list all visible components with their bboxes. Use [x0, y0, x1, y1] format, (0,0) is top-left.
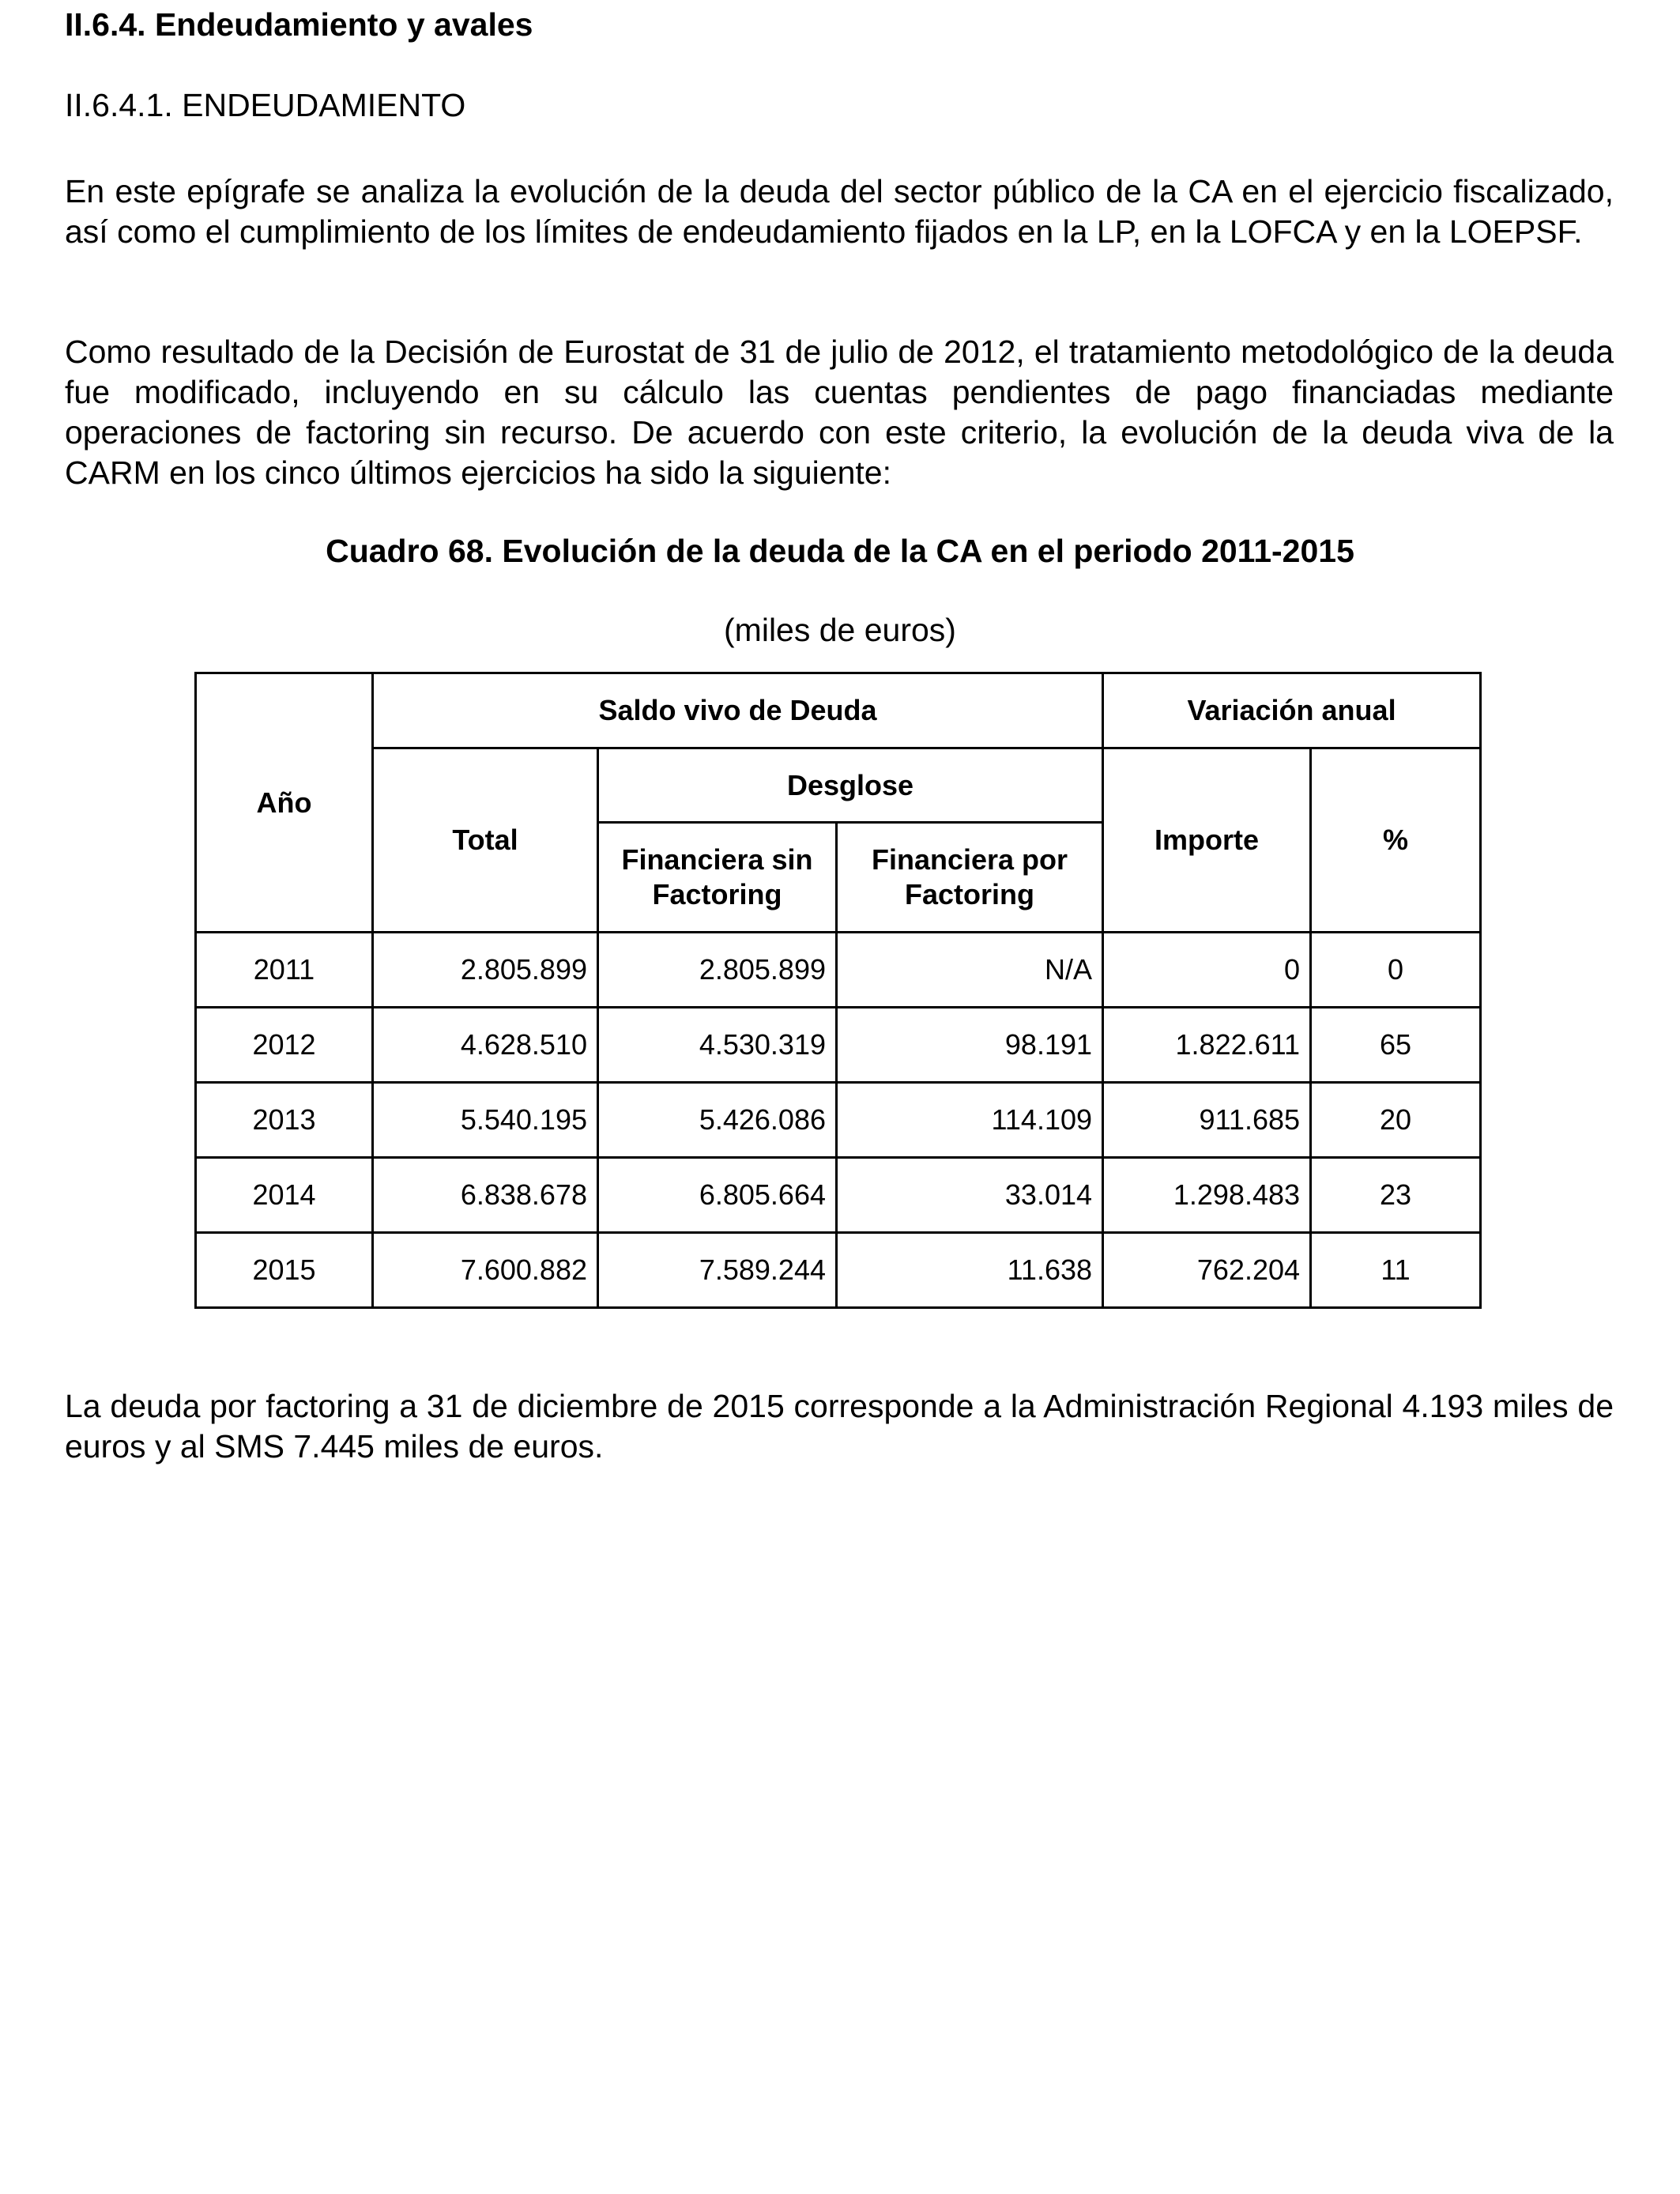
cell-financiera-por-factoring: N/A — [837, 933, 1103, 1008]
cell-importe: 762.204 — [1103, 1233, 1311, 1308]
table-row — [196, 933, 1481, 1008]
cell-percent: 20 — [1311, 1083, 1481, 1158]
debt-evolution-table — [194, 672, 1482, 1309]
cell-financiera-sin-factoring: 4.530.319 — [598, 1008, 837, 1083]
cell-financiera-sin-factoring: 6.805.664 — [598, 1158, 837, 1233]
table-header-row — [196, 673, 1481, 748]
cell-financiera-por-factoring: 98.191 — [837, 1008, 1103, 1083]
cell-year: 2015 — [196, 1233, 373, 1308]
table-row — [196, 1083, 1481, 1158]
cell-financiera-por-factoring: 11.638 — [837, 1233, 1103, 1308]
cell-year: 2012 — [196, 1008, 373, 1083]
header-financiera-por-factoring: Financiera por Factoring — [837, 823, 1103, 933]
header-year: Año — [196, 673, 373, 933]
cell-importe: 1.822.611 — [1103, 1008, 1311, 1083]
cell-year: 2011 — [196, 933, 373, 1008]
table-header-row — [196, 748, 1481, 823]
cell-total: 6.838.678 — [373, 1158, 598, 1233]
cell-year: 2014 — [196, 1158, 373, 1233]
cell-year: 2013 — [196, 1083, 373, 1158]
cell-total: 7.600.882 — [373, 1233, 598, 1308]
cell-financiera-sin-factoring: 5.426.086 — [598, 1083, 837, 1158]
table-units: (miles de euros) — [724, 612, 956, 648]
header-percent: % — [1311, 748, 1481, 933]
table-row — [196, 1158, 1481, 1233]
cell-total: 4.628.510 — [373, 1008, 598, 1083]
cell-percent: 0 — [1311, 933, 1481, 1008]
header-financiera-sin-factoring: Financiera sin Factoring — [598, 823, 837, 933]
cell-percent: 23 — [1311, 1158, 1481, 1233]
header-variacion-anual: Variación anual — [1103, 673, 1481, 748]
header-importe: Importe — [1103, 748, 1311, 933]
section-heading: II.6.4. Endeudamiento y avales — [65, 6, 533, 43]
header-desglose: Desglose — [598, 748, 1103, 823]
cell-importe: 1.298.483 — [1103, 1158, 1311, 1233]
header-saldo-vivo: Saldo vivo de Deuda — [373, 673, 1103, 748]
table-title: Cuadro 68. Evolución de la deuda de la CA en el periodo 2011-2015 — [326, 533, 1354, 569]
cell-financiera-por-factoring: 33.014 — [837, 1158, 1103, 1233]
table-row — [196, 1008, 1481, 1083]
header-total: Total — [373, 748, 598, 933]
eurostat-paragraph: Como resultado de la Decisión de Eurostat de 31 de julio de 2012, el tratamiento metodológico de la deuda fue modificado, incluyendo en su cálculo las cuentas pendientes de pago financiadas mediante operaciones de factoring sin recurso. De acuerdo con este criterio, la evolución de la deuda viva de la CARM en los cinco últimos ejercicios ha sido la siguiente: — [65, 334, 1614, 491]
cell-financiera-sin-factoring: 7.589.244 — [598, 1233, 837, 1308]
cell-importe: 911.685 — [1103, 1083, 1311, 1158]
cell-percent: 11 — [1311, 1233, 1481, 1308]
subsection-heading: II.6.4.1. ENDEUDAMIENTO — [65, 87, 466, 123]
cell-percent: 65 — [1311, 1008, 1481, 1083]
intro-paragraph: En este epígrafe se analiza la evolución de la deuda del sector público de la CA en el ejercicio fiscalizado, así como el cumplimiento de los límites de endeudamiento fijados en la LP, en la LOFCA y en la LOEPSF. — [65, 173, 1614, 250]
cell-total: 5.540.195 — [373, 1083, 598, 1158]
closing-paragraph: La deuda por factoring a 31 de diciembre de 2015 corresponde a la Administración Regional 4.193 miles de euros y al SMS 7.445 miles de euros. — [65, 1388, 1614, 1465]
cell-total: 2.805.899 — [373, 933, 598, 1008]
cell-importe: 0 — [1103, 933, 1311, 1008]
cell-financiera-sin-factoring: 2.805.899 — [598, 933, 837, 1008]
table-row — [196, 1233, 1481, 1308]
cell-financiera-por-factoring: 114.109 — [837, 1083, 1103, 1158]
